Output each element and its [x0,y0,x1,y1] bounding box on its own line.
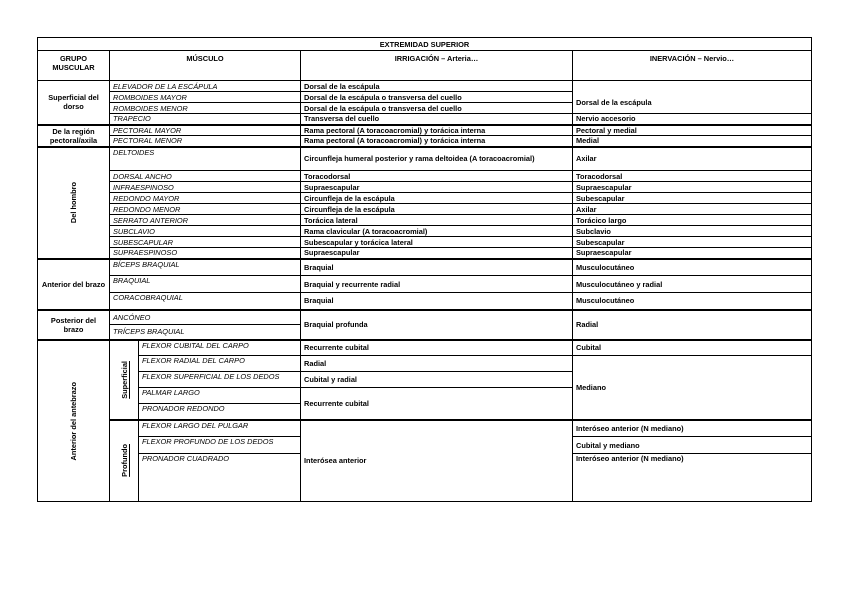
table-row [38,259,812,276]
muscle-cell: BÍCEPS BRAQUIAL [110,259,301,276]
irrigation-cell: Braquial [301,259,573,276]
muscle-cell: INFRAESPINOSO [110,182,301,193]
innervation-cell: Subescapular [573,193,812,204]
table-row [38,114,812,125]
irrigation-cell: Circunfleja humeral posterior y rama deltoidea (A toracoacromial) [301,147,573,171]
irrigation-cell: Supraescapular [301,248,573,259]
table-row [38,340,812,356]
innervation-cell: Interóseo anterior (N mediano) [573,420,812,437]
irrigation-cell: Toracodorsal [301,171,573,182]
table-row [38,293,812,310]
innervation-cell: Musculocutáneo [573,259,812,276]
innervation-cell: Cubital [573,340,812,356]
subgroup-superficial: Superficial [119,360,129,399]
header-musculo: MÚSCULO [110,51,301,81]
table-row [38,193,812,204]
irrigation-cell: Rama clavicular (A toracoacromial) [301,226,573,237]
group-dorso: Superficial del dorso [38,81,110,125]
muscle-cell: FLEXOR LARGO DEL PULGAR [139,420,301,437]
header-irrigacion: IRRIGACIÓN – Arteria… [301,51,573,81]
header-grupo: GRUPO MUSCULAR [38,51,110,81]
innervation-cell: Nervio accesorio [573,114,812,125]
innervation-cell: Toracodorsal [573,171,812,182]
innervation-cell: Pectoral y medial [573,125,812,136]
irrigation-cell: Cubital y radial [301,372,573,388]
group-ant-antebrazo: Anterior del antebrazo [69,381,78,460]
table-row [38,182,812,193]
table-row [38,147,812,171]
header-inervacion: INERVACIÓN – Nervio… [573,51,812,81]
muscle-cell: ROMBOIDES MAYOR [110,92,301,103]
group-ant-brazo: Anterior del brazo [38,259,110,310]
muscle-cell: REDONDO MENOR [110,204,301,215]
muscle-cell: SUPRAESPINOSO [110,248,301,259]
irrigation-cell: Torácica lateral [301,215,573,226]
innervation-cell: Axilar [573,204,812,215]
muscle-cell: FLEXOR CUBITAL DEL CARPO [139,340,301,356]
innervation-cell: Cubital y mediano [573,437,812,454]
table-row [38,215,812,226]
muscle-table [37,37,812,502]
table-row [38,226,812,237]
muscle-cell: PRONADOR CUADRADO [139,454,301,502]
innervation-cell: Dorsal de la escápula [573,92,812,114]
muscle-cell: BRAQUIAL [110,276,301,293]
irrigation-cell: Transversa del cuello [301,114,573,125]
innervation-cell: Subescapular [573,237,812,248]
innervation-cell: Supraescapular [573,248,812,259]
muscle-cell: SUBCLAVIO [110,226,301,237]
irrigation-cell: Radial [301,356,573,372]
irrigation-cell: Recurrente cubital [301,388,573,420]
irrigation-cell: Dorsal de la escápula [301,81,573,92]
table-row [38,248,812,259]
irrigation-cell: Circunfleja de la escápula [301,204,573,215]
muscle-cell: DORSAL ANCHO [110,171,301,182]
header-row [38,51,812,81]
innervation-cell: Torácico largo [573,215,812,226]
table-row [38,81,812,92]
muscle-table-document [37,37,811,502]
muscle-cell: ELEVADOR DE LA ESCÁPULA [110,81,301,92]
muscle-cell: PECTORAL MAYOR [110,125,301,136]
muscle-cell: SUBESCAPULAR [110,237,301,248]
innervation-cell: Interóseo anterior (N mediano) [573,454,812,502]
group-hombro: Del hombro [69,181,78,224]
table-row [38,310,812,325]
group-hombro-cell [38,147,110,259]
irrigation-cell: Braquial y recurrente radial [301,276,573,293]
innervation-cell: Subclavio [573,226,812,237]
muscle-cell: TRAPECIO [110,114,301,125]
muscle-cell: CORACOBRAQUIAL [110,293,301,310]
table-row [38,136,812,147]
irrigation-cell: Supraescapular [301,182,573,193]
subgroup-profundo-cell [110,420,139,502]
muscle-cell: SERRATO ANTERIOR [110,215,301,226]
innervation-cell: Supraescapular [573,182,812,193]
title-row [38,38,812,51]
muscle-cell: ROMBOIDES MENOR [110,103,301,114]
subgroup-superficial-cell [110,340,139,420]
irrigation-cell: Dorsal de la escápula o transversa del cuello [301,103,573,114]
group-post-brazo: Posterior del brazo [38,310,110,340]
table-row [38,276,812,293]
muscle-cell: PALMAR LARGO [139,388,301,404]
muscle-cell: DELTOIDES [110,147,301,171]
group-ant-antebrazo-cell [38,340,110,502]
muscle-cell: PECTORAL MENOR [110,136,301,147]
muscle-cell: ANCÓNEO [110,310,301,325]
muscle-cell: FLEXOR RADIAL DEL CARPO [139,356,301,372]
muscle-cell: REDONDO MAYOR [110,193,301,204]
table-row [38,420,812,437]
table-row [38,92,812,103]
innervation-cell: Axilar [573,147,812,171]
innervation-cell: Medial [573,136,812,147]
muscle-cell: PRONADOR REDONDO [139,404,301,420]
innervation-cell: Musculocutáneo y radial [573,276,812,293]
irrigation-cell: Circunfleja de la escápula [301,193,573,204]
innervation-cell: Mediano [573,356,812,420]
muscle-cell: TRÍCEPS BRAQUIAL [110,325,301,340]
irrigation-cell: Rama pectoral (A toracoacromial) y torácica interna [301,136,573,147]
group-pectoral: De la región pectoral/axila [38,125,110,147]
muscle-cell: FLEXOR PROFUNDO DE LOS DEDOS [139,437,301,454]
irrigation-cell: Interósea anterior [301,420,573,502]
innervation-cell: Musculocutáneo [573,293,812,310]
muscle-cell: FLEXOR SUPERFICIAL DE LOS DEDOS [139,372,301,388]
innervation-cell: Radial [573,310,812,340]
irrigation-cell: Rama pectoral (A toracoacromial) y torácica interna [301,125,573,136]
table-row [38,237,812,248]
innervation-cell [573,81,812,92]
subgroup-profundo: Profundo [119,444,129,478]
table-row [38,171,812,182]
table-row [38,204,812,215]
irrigation-cell: Braquial profunda [301,310,573,340]
irrigation-cell: Dorsal de la escápula o transversa del cuello [301,92,573,103]
table-title: EXTREMIDAD SUPERIOR [38,38,812,51]
irrigation-cell: Subescapular y torácica lateral [301,237,573,248]
irrigation-cell: Braquial [301,293,573,310]
irrigation-cell: Recurrente cubital [301,340,573,356]
table-row [38,125,812,136]
table-row [38,356,812,372]
